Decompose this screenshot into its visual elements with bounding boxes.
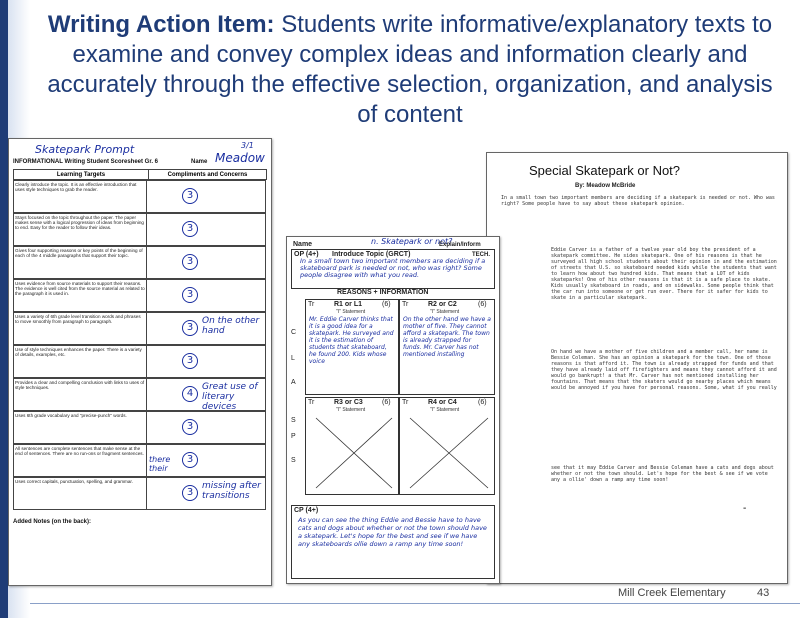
row-comment-cell (146, 378, 266, 411)
title-rest: Students write informative/explanatory texts to examine and convey complex ideas and information clearly and accurately through the effective selection, organization, and analysis of content (47, 11, 773, 128)
scoresheet-row (13, 411, 267, 444)
row-score-circle: 3 (182, 353, 198, 369)
row-comment-cell (146, 477, 266, 510)
essay-paragraph: On hand we have a mother of five children and a member call, her name is Bessie Coleman. She has an opinion a skatepark for the town. One of those reasons is that afford it. The town is already strapped for funds and that they have already laid off firefighters and means they cannot afford it and would go bankrupt! a that Mr. Carver has not mentioned installing her fountains. That means that the skaters would go nearby places which means would be annoyed if you have for personal reasons. Some, what if you really (551, 349, 777, 391)
box-sub: "I" Statement (336, 407, 366, 413)
row-comment-cell (146, 213, 266, 246)
row-target-text: Uses evidence from source materials to support their reasons. The evidence is well cited from the source material as related to the paragraph it is used in. (13, 279, 147, 312)
side-letter: P (291, 433, 296, 440)
row-handwritten-note: On the other hand (202, 316, 260, 336)
box-label: R3 or C3 (334, 399, 363, 406)
essay-signature: - (743, 503, 747, 514)
row-handwritten-note: Great use of literary devices (202, 382, 258, 412)
oip-label: OP (4+) (294, 251, 319, 258)
row-target-text: Stays focused on the topic throughout the paper. The paper makes sense with a logical progression of ideas from beginning to end. Easy for the reader to follow their ideas. (13, 213, 147, 246)
essay-document (486, 152, 788, 584)
organizer-explain-label: Explain/Inform (439, 242, 481, 248)
reason-box-2 (399, 299, 495, 395)
essay-paragraph: see that it may Eddie Carver and Bessie Coleman have a cats and dogs about whether or not the town should. Let's hope for the best & see if we vote any a ollie' down a ramp any time soon! (551, 465, 774, 483)
side-letter: S (291, 417, 296, 424)
scoresheet-row (13, 213, 267, 246)
slide-title (40, 10, 780, 130)
row-comment-cell (146, 345, 266, 378)
col-comments-header: Compliments and Concerns (149, 170, 267, 180)
reason-box-4 (399, 397, 495, 495)
side-letter: S (291, 457, 296, 464)
row-target-text: Clearly introduce the topic. It is an effective introduction that uses style techniques to grab the reader. (13, 180, 147, 213)
box-tr-label: Tr (402, 399, 409, 406)
row-target-text: Uses a variety of 6th grade level transition words and phrases to move smoothly from paragraph to paragraph. (13, 312, 147, 345)
scoresheet-table (13, 169, 267, 180)
side-letter: C (291, 329, 297, 336)
row-comment-cell (146, 246, 266, 279)
row-score-circle: 3 (182, 188, 198, 204)
essay-title: Special Skatepark or Not? (529, 163, 681, 178)
left-accent-band (0, 0, 8, 618)
scoresheet-row (13, 180, 267, 213)
row-comment-cell (146, 180, 266, 213)
footer-school: Mill Creek Elementary (618, 587, 726, 599)
box-sub: "I" Statement (336, 309, 366, 315)
scoresheet-row (13, 378, 267, 411)
cp-label: CP (4+) (294, 507, 319, 514)
intro-handwriting: In a small town two important members are deciding if a skateboard park is needed or not, who was right? Some people disagree with what you read. (300, 257, 486, 279)
box-label: R2 or C2 (428, 301, 457, 308)
box-num: (6) (478, 399, 487, 406)
scoresheet-date: 3/1 (241, 141, 254, 150)
row-score-circle: 3 (182, 287, 198, 303)
box-tr-label: Tr (402, 301, 409, 308)
row-score-circle: 3 (182, 320, 198, 336)
scoresheet-name-value: Meadow (215, 151, 265, 165)
row-comment-cell (146, 279, 266, 312)
scoresheet-document (8, 138, 272, 586)
box-tr-label: Tr (308, 399, 315, 406)
row-comment-cell (146, 411, 266, 444)
tech-label: TECH. (472, 252, 490, 258)
reason-box-1 (305, 299, 399, 395)
title-bold: Writing Action Item: (47, 11, 275, 38)
row-comment-cell (146, 312, 266, 345)
scoresheet-row (13, 444, 267, 477)
row-score-circle: 3 (182, 419, 198, 435)
graphic-organizer (286, 236, 500, 584)
footer-divider (30, 603, 800, 604)
box-handwriting: On the other hand we have a mother of five. They cannot afford a skatepark. The town is already strapped for funds. Mr. Carver has not mentioned installing (403, 316, 491, 358)
intro-box (291, 249, 495, 289)
box-label: R1 or L1 (334, 301, 363, 308)
added-notes-label: Added Notes (on the back): (13, 519, 92, 525)
essay-byline: By: Meadow McBride (575, 183, 636, 189)
box-num: (6) (382, 399, 391, 406)
row-score-circle: 3 (182, 221, 198, 237)
row-score-circle: 3 (182, 485, 198, 501)
box-label: R4 or C4 (428, 399, 457, 406)
row-score-circle: 3 (182, 254, 198, 270)
reasons-label: REASONS + INFORMATION (337, 289, 429, 296)
row-score-circle: 3 (182, 452, 198, 468)
box-num: (6) (478, 301, 487, 308)
box-tr-label: Tr (308, 301, 315, 308)
organizer-name-label: Name (293, 241, 313, 248)
scoresheet-row (13, 279, 267, 312)
page-number: 43 (757, 587, 770, 599)
row-target-text: Provides a clear and compelling conclusion with links to uses of style techniques. (13, 378, 147, 411)
organizer-top-tag: n. Skatepark or not? (371, 237, 453, 246)
reason-box-3 (305, 397, 399, 495)
intro-label: Introduce Topic (GRCT) (332, 251, 411, 258)
box-num: (6) (382, 301, 391, 308)
row-handwritten-note: missing after transitions (202, 481, 261, 501)
row-target-text: Gives four supporting reasons or key points of the beginning of each of the 4 middle paragraphs that support their topic. (13, 246, 147, 279)
scoresheet-heading: INFORMATIONAL Writing Student Scoresheet Gr. 6 (13, 159, 159, 165)
cross-out-mark (306, 398, 398, 494)
box-handwriting: Mr. Eddie Carver thinks that it is a good idea for a skatepark. He surveyed and it is the estimation of students that skateboard, he found 200. Kids whose voice (309, 316, 394, 365)
scoresheet-row (13, 345, 267, 378)
row-score-circle: 4 (182, 386, 198, 402)
cross-out-mark (400, 398, 494, 494)
scoresheet-handwritten-title: Skatepark Prompt (35, 143, 135, 156)
conclusion-box (291, 505, 495, 579)
scoresheet-row (13, 312, 267, 345)
side-letter: A (291, 379, 296, 386)
box-sub: "I" Statement (430, 309, 460, 315)
margin-note: there their (149, 455, 171, 473)
col-targets-header: Learning Targets (14, 170, 149, 180)
side-letter: L (291, 355, 295, 362)
essay-paragraph: In a small town two important members are deciding if a skatepark is needed or not. Who was right? Some people have to say about these skatepark opinion. (501, 195, 775, 207)
conclusion-handwriting: As you can see the thing Eddie and Bessie have to have cats and dogs about whether or not the town should have a skatepark. Let's hope for the best and see if we have any skateboards ollie down a ramp any time soon! (298, 516, 487, 548)
row-target-text: All sentences are complete sentences that make sense at the end of sentences. There are no run-ons or fragment sentences. (13, 444, 147, 477)
scoresheet-row (13, 246, 267, 279)
box-sub: "I" Statement (430, 407, 460, 413)
row-target-text: Uses 6th grade vocabulary and "precise-punch" words. (13, 411, 147, 444)
row-target-text: Uses correct capitals, punctuation, spelling, and grammar. (13, 477, 147, 510)
scoresheet-name-label: Name (191, 159, 208, 165)
row-target-text: Use of style techniques enhances the paper. There is a variety of details, examples, etc. (13, 345, 147, 378)
essay-paragraph: Eddie Carver is a father of a twelve year old boy the president of a skatepark committee. He sides skatepark. One of his reasons is that he surveyed all high school students about their opinion in and the estimation of streets that U.S. so skateboard needed kids while the students that want to learn how about two hundred kids. That means that a LOT of kids skateparks! One of his other reasons is that it is a safe place to skate. Kids usually skateboard in roads, and on sidewalks. Some people think that the car run into someone or get run over. There for it safer for kids to skate in a particular skatepark. (551, 247, 777, 301)
scoresheet-row (13, 477, 267, 510)
